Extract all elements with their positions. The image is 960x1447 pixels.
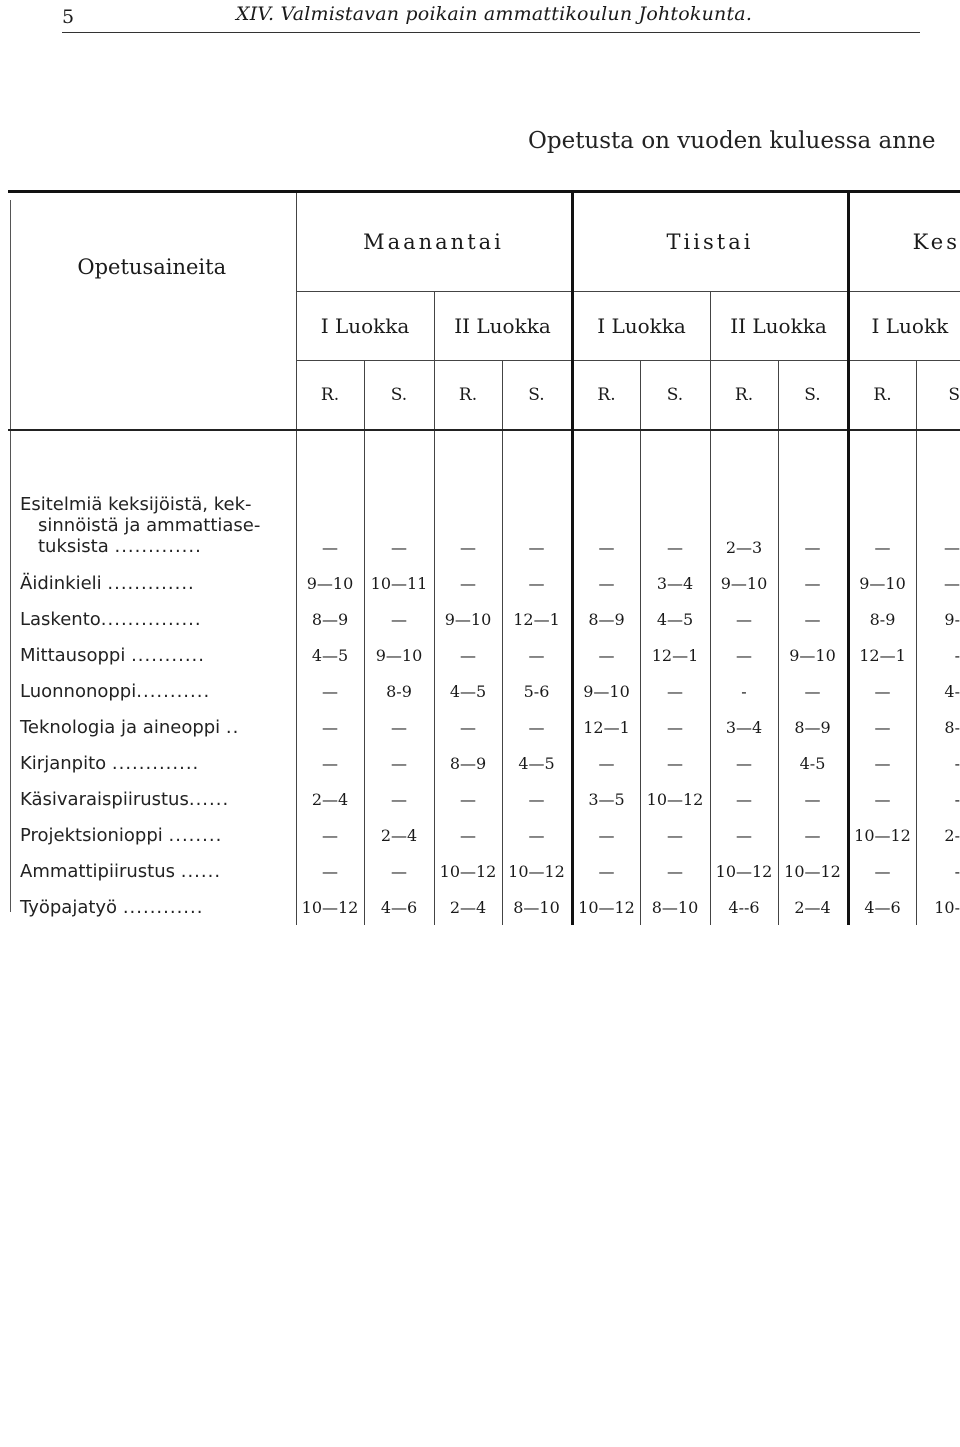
table-cell: — (916, 565, 960, 601)
table-cell: 8—9 (572, 601, 640, 637)
table-row (8, 889, 960, 925)
page-header (0, 0, 960, 40)
table-row (8, 430, 960, 565)
table-cell: — (640, 430, 710, 565)
table-cell: - (710, 673, 778, 709)
subject-label: Luonnonoppi........... (20, 680, 211, 702)
subjects-header: Opetusaineita (77, 254, 227, 279)
table-cell: 8—9 (778, 709, 848, 745)
subcol-header: R. (296, 361, 364, 431)
table-cell: 9- (916, 601, 960, 637)
table-cell: — (296, 673, 364, 709)
table-cell: — (572, 745, 640, 781)
class-header: I Luokka (572, 292, 710, 361)
table-row (8, 745, 960, 781)
table-row (8, 673, 960, 709)
table-cell: 10- (916, 889, 960, 925)
table-cell: — (364, 601, 434, 637)
table-cell: 2—4 (296, 781, 364, 817)
table-cell: — (848, 745, 916, 781)
table-cell: 8—9 (296, 601, 364, 637)
subcol-header: S. (778, 361, 848, 431)
table-cell: 10—12 (502, 853, 572, 889)
table-cell: 10—12 (434, 853, 502, 889)
table-cell: — (848, 673, 916, 709)
table-cell: — (434, 565, 502, 601)
table-cell: — (848, 709, 916, 745)
table-cell: 3—4 (640, 565, 710, 601)
table-cell: 9—10 (434, 601, 502, 637)
table-cell: 9—10 (572, 673, 640, 709)
subcol-header: R. (572, 361, 640, 431)
table-cell: — (778, 817, 848, 853)
subject-label: Työpajatyö ............ (20, 896, 204, 918)
table-cell: 10—12 (848, 817, 916, 853)
table-cell: — (296, 853, 364, 889)
subject-label: Ammattipiirustus ...... (20, 860, 222, 882)
page-number: 5 (62, 6, 75, 28)
table-cell: 10—12 (640, 781, 710, 817)
table-cell: 4—5 (296, 637, 364, 673)
table-cell: — (640, 709, 710, 745)
table-cell: 4- (916, 673, 960, 709)
table-cell: — (640, 745, 710, 781)
subcol-header: S. (364, 361, 434, 431)
day-header-tuesday: Tiistai (572, 193, 848, 292)
table-cell: 3—5 (572, 781, 640, 817)
table-cell: — (502, 709, 572, 745)
table-row (8, 709, 960, 745)
table-cell: 2—4 (778, 889, 848, 925)
timetable-body (8, 430, 960, 925)
table-cell: — (502, 781, 572, 817)
table-cell: — (502, 637, 572, 673)
table-cell: — (640, 853, 710, 889)
subject-label: Käsivaraispiirustus...... (20, 788, 230, 810)
table-cell: - (916, 853, 960, 889)
table-cell: — (434, 637, 502, 673)
table-cell: — (296, 709, 364, 745)
table-cell: 10—12 (296, 889, 364, 925)
header-rule (62, 32, 920, 33)
table-cell: — (364, 430, 434, 565)
table-cell: 2- (916, 817, 960, 853)
day-header-row (8, 193, 960, 292)
table-cell: — (364, 745, 434, 781)
day-header-wednesday: Kes (848, 193, 960, 292)
table-cell: 4—5 (640, 601, 710, 637)
table-cell: — (848, 781, 916, 817)
table-cell: — (848, 430, 916, 565)
table-cell: — (434, 709, 502, 745)
table-caption: Opetusta on vuoden kuluessa anne (528, 128, 936, 154)
day-header-monday: Maanantai (296, 193, 572, 292)
subcol-header: S (916, 361, 960, 431)
subject-label: Esitelmiä keksijöistä, kek- sinnöistä ja ammattiase- tuksista ............. (20, 494, 261, 557)
table-cell: 9—10 (848, 565, 916, 601)
table-cell: — (502, 817, 572, 853)
table-cell: — (916, 430, 960, 565)
table-cell: — (364, 709, 434, 745)
table-cell: 4-5 (778, 745, 848, 781)
subject-label: Äidinkieli ............. (20, 572, 195, 594)
table-cell: 4—6 (364, 889, 434, 925)
table-cell: 5-6 (502, 673, 572, 709)
table-cell: 9—10 (296, 565, 364, 601)
subject-label: Kirjanpito ............. (20, 752, 200, 774)
table-cell: — (364, 781, 434, 817)
subcol-header: S. (502, 361, 572, 431)
table-cell: 4—5 (502, 745, 572, 781)
table-cell: 8-9 (364, 673, 434, 709)
table-cell: — (778, 781, 848, 817)
table-cell: — (710, 601, 778, 637)
table-cell: — (778, 601, 848, 637)
table-cell: 9—10 (710, 565, 778, 601)
table-cell: — (364, 853, 434, 889)
table-cell: 12—1 (640, 637, 710, 673)
subject-label: Projektsionioppi ........ (20, 824, 223, 846)
table-cell: 2—3 (710, 430, 778, 565)
table-cell: 12—1 (848, 637, 916, 673)
table-row (8, 853, 960, 889)
table-cell: — (572, 637, 640, 673)
class-header: II Luokka (710, 292, 848, 361)
table-cell: - (916, 745, 960, 781)
table-cell: — (710, 745, 778, 781)
table-cell: — (710, 637, 778, 673)
class-header: I Luokka (296, 292, 434, 361)
subject-label: Mittausoppi ........... (20, 644, 206, 666)
table-cell: — (502, 430, 572, 565)
table-cell: — (296, 745, 364, 781)
subcol-header: R. (710, 361, 778, 431)
table-cell: — (778, 430, 848, 565)
table-cell: 4—5 (434, 673, 502, 709)
table-cell: 8- (916, 709, 960, 745)
subcol-header: R. (848, 361, 916, 431)
table-cell: — (502, 565, 572, 601)
table-cell: — (710, 817, 778, 853)
timetable (8, 190, 960, 925)
running-title: XIV. Valmistavan poikain ammattikoulun Johtokunta. (236, 3, 753, 25)
table-cell: — (434, 430, 502, 565)
subcol-header: R. (434, 361, 502, 431)
table-cell: — (848, 853, 916, 889)
table-cell: 8-9 (848, 601, 916, 637)
table-cell: — (640, 673, 710, 709)
table-cell: 9—10 (364, 637, 434, 673)
table-cell: — (572, 565, 640, 601)
table-cell: 4--6 (710, 889, 778, 925)
table-cell: — (296, 817, 364, 853)
table-cell: 3—4 (710, 709, 778, 745)
subcol-header: S. (640, 361, 710, 431)
table-cell: 2—4 (364, 817, 434, 853)
class-header: I Luokk (848, 292, 960, 361)
table-cell: 8—10 (502, 889, 572, 925)
table-cell: 12—1 (502, 601, 572, 637)
table-cell: 10—12 (572, 889, 640, 925)
table-cell: 9—10 (778, 637, 848, 673)
table-cell: - (916, 637, 960, 673)
table-cell: — (778, 565, 848, 601)
table-row (8, 781, 960, 817)
table-cell: 10—12 (710, 853, 778, 889)
table-row (8, 601, 960, 637)
table-cell: — (434, 817, 502, 853)
class-header: II Luokka (434, 292, 572, 361)
subject-label: Teknologia ja aineoppi .. (20, 716, 240, 738)
subcolumn-header-row (8, 361, 960, 431)
table-cell: 2—4 (434, 889, 502, 925)
table-cell: — (572, 430, 640, 565)
table-row (8, 817, 960, 853)
table-cell: — (778, 673, 848, 709)
table-cell: — (434, 781, 502, 817)
table-cell: 4—6 (848, 889, 916, 925)
table-cell: — (572, 817, 640, 853)
table-row (8, 565, 960, 601)
table-cell: 8—9 (434, 745, 502, 781)
table-cell: 12—1 (572, 709, 640, 745)
table-cell: — (710, 781, 778, 817)
table-row (8, 637, 960, 673)
table-cell: — (640, 817, 710, 853)
table-cell: 10—12 (778, 853, 848, 889)
subject-label: Laskento............... (20, 608, 202, 630)
table-cell: 10—11 (364, 565, 434, 601)
table-cell: - (916, 781, 960, 817)
table-cell: 8—10 (640, 889, 710, 925)
table-cell: — (572, 853, 640, 889)
table-cell: — (296, 430, 364, 565)
